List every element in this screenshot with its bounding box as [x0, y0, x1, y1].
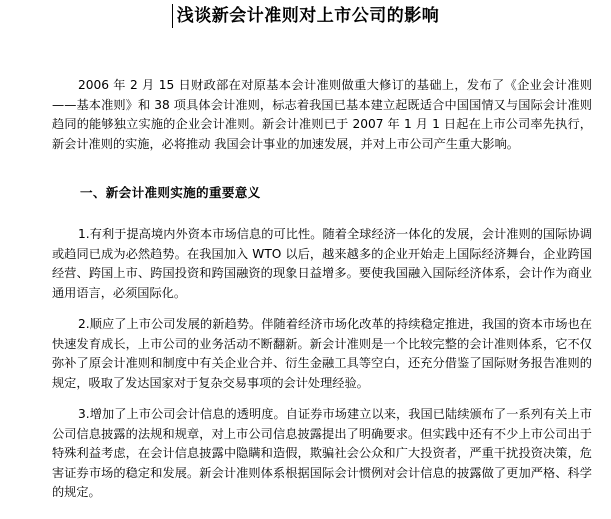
point-paragraph-3: 3.增加了上市公司会计信息的透明度。自证券市场建立以来，我国已陆续颁布了一系列有关上市公司信息披露的法规和规章，对上市公司信息披露提出了明确要求。但实践中还有不少上市公司出于特殊利益考虑，在会计信息披露中隐瞒和造假，欺骗社会公众和广大投资者，严重干扰投资决策，危害证券市场的稳定和发展。新会计准则体系根据国际会计惯例对会计信息的披露做了更加严格、科学的规定。 [52, 407, 592, 499]
title-container [0, 4, 611, 28]
document-title: 浅谈新会计准则对上市公司的影响 [172, 4, 440, 28]
point-paragraph-1: 1.有利于提高境内外资本市场信息的可比性。随着全球经济一体化的发展，会计准则的国际协调或趋同已成为必然趋势。在我国加入 WTO 以后，越来越多的企业开始走上国际经济舞台，企业跨国经营、跨国上市、跨国投资和跨国融资的现象日益增多。要使我国融入国际经济体系，会计作为商业通用语言，必须国际化。 [52, 227, 592, 300]
section-heading: 一、新会计准则实施的重要意义 [80, 185, 261, 200]
point-paragraph-2: 2.顺应了上市公司发展的新趋势。伴随着经济市场化改革的持续稳定推进，我国的资本市场也在快速发育成长，上市公司的业务活动不断翻新。新会计准则是一个比较完整的会计准则体系，它不仅弥补了原会计准则和制度中有关企业合并、衍生金融工具等空白，还充分借鉴了国际财务报告准则的规定，吸取了发达国家对于复杂交易事项的会计处理经验。 [52, 317, 592, 390]
intro-paragraph: 2006 年 2 月 15 日财政部在对原基本会计准则做重大修订的基础上，发布了《企业会计准则——基本准则》和 38 项具体会计准则，标志着我国已基本建立起既适合中国国情又与国际会计准则趋同的能够独立实施的企业会计准则。新会计准则已于 2007 年 1 月 1 日起在上市公司率先执行，新会计准则的实施，必将推动 我国会计事业的加速发展，并对上市公司产生重大影响。 [52, 78, 592, 151]
